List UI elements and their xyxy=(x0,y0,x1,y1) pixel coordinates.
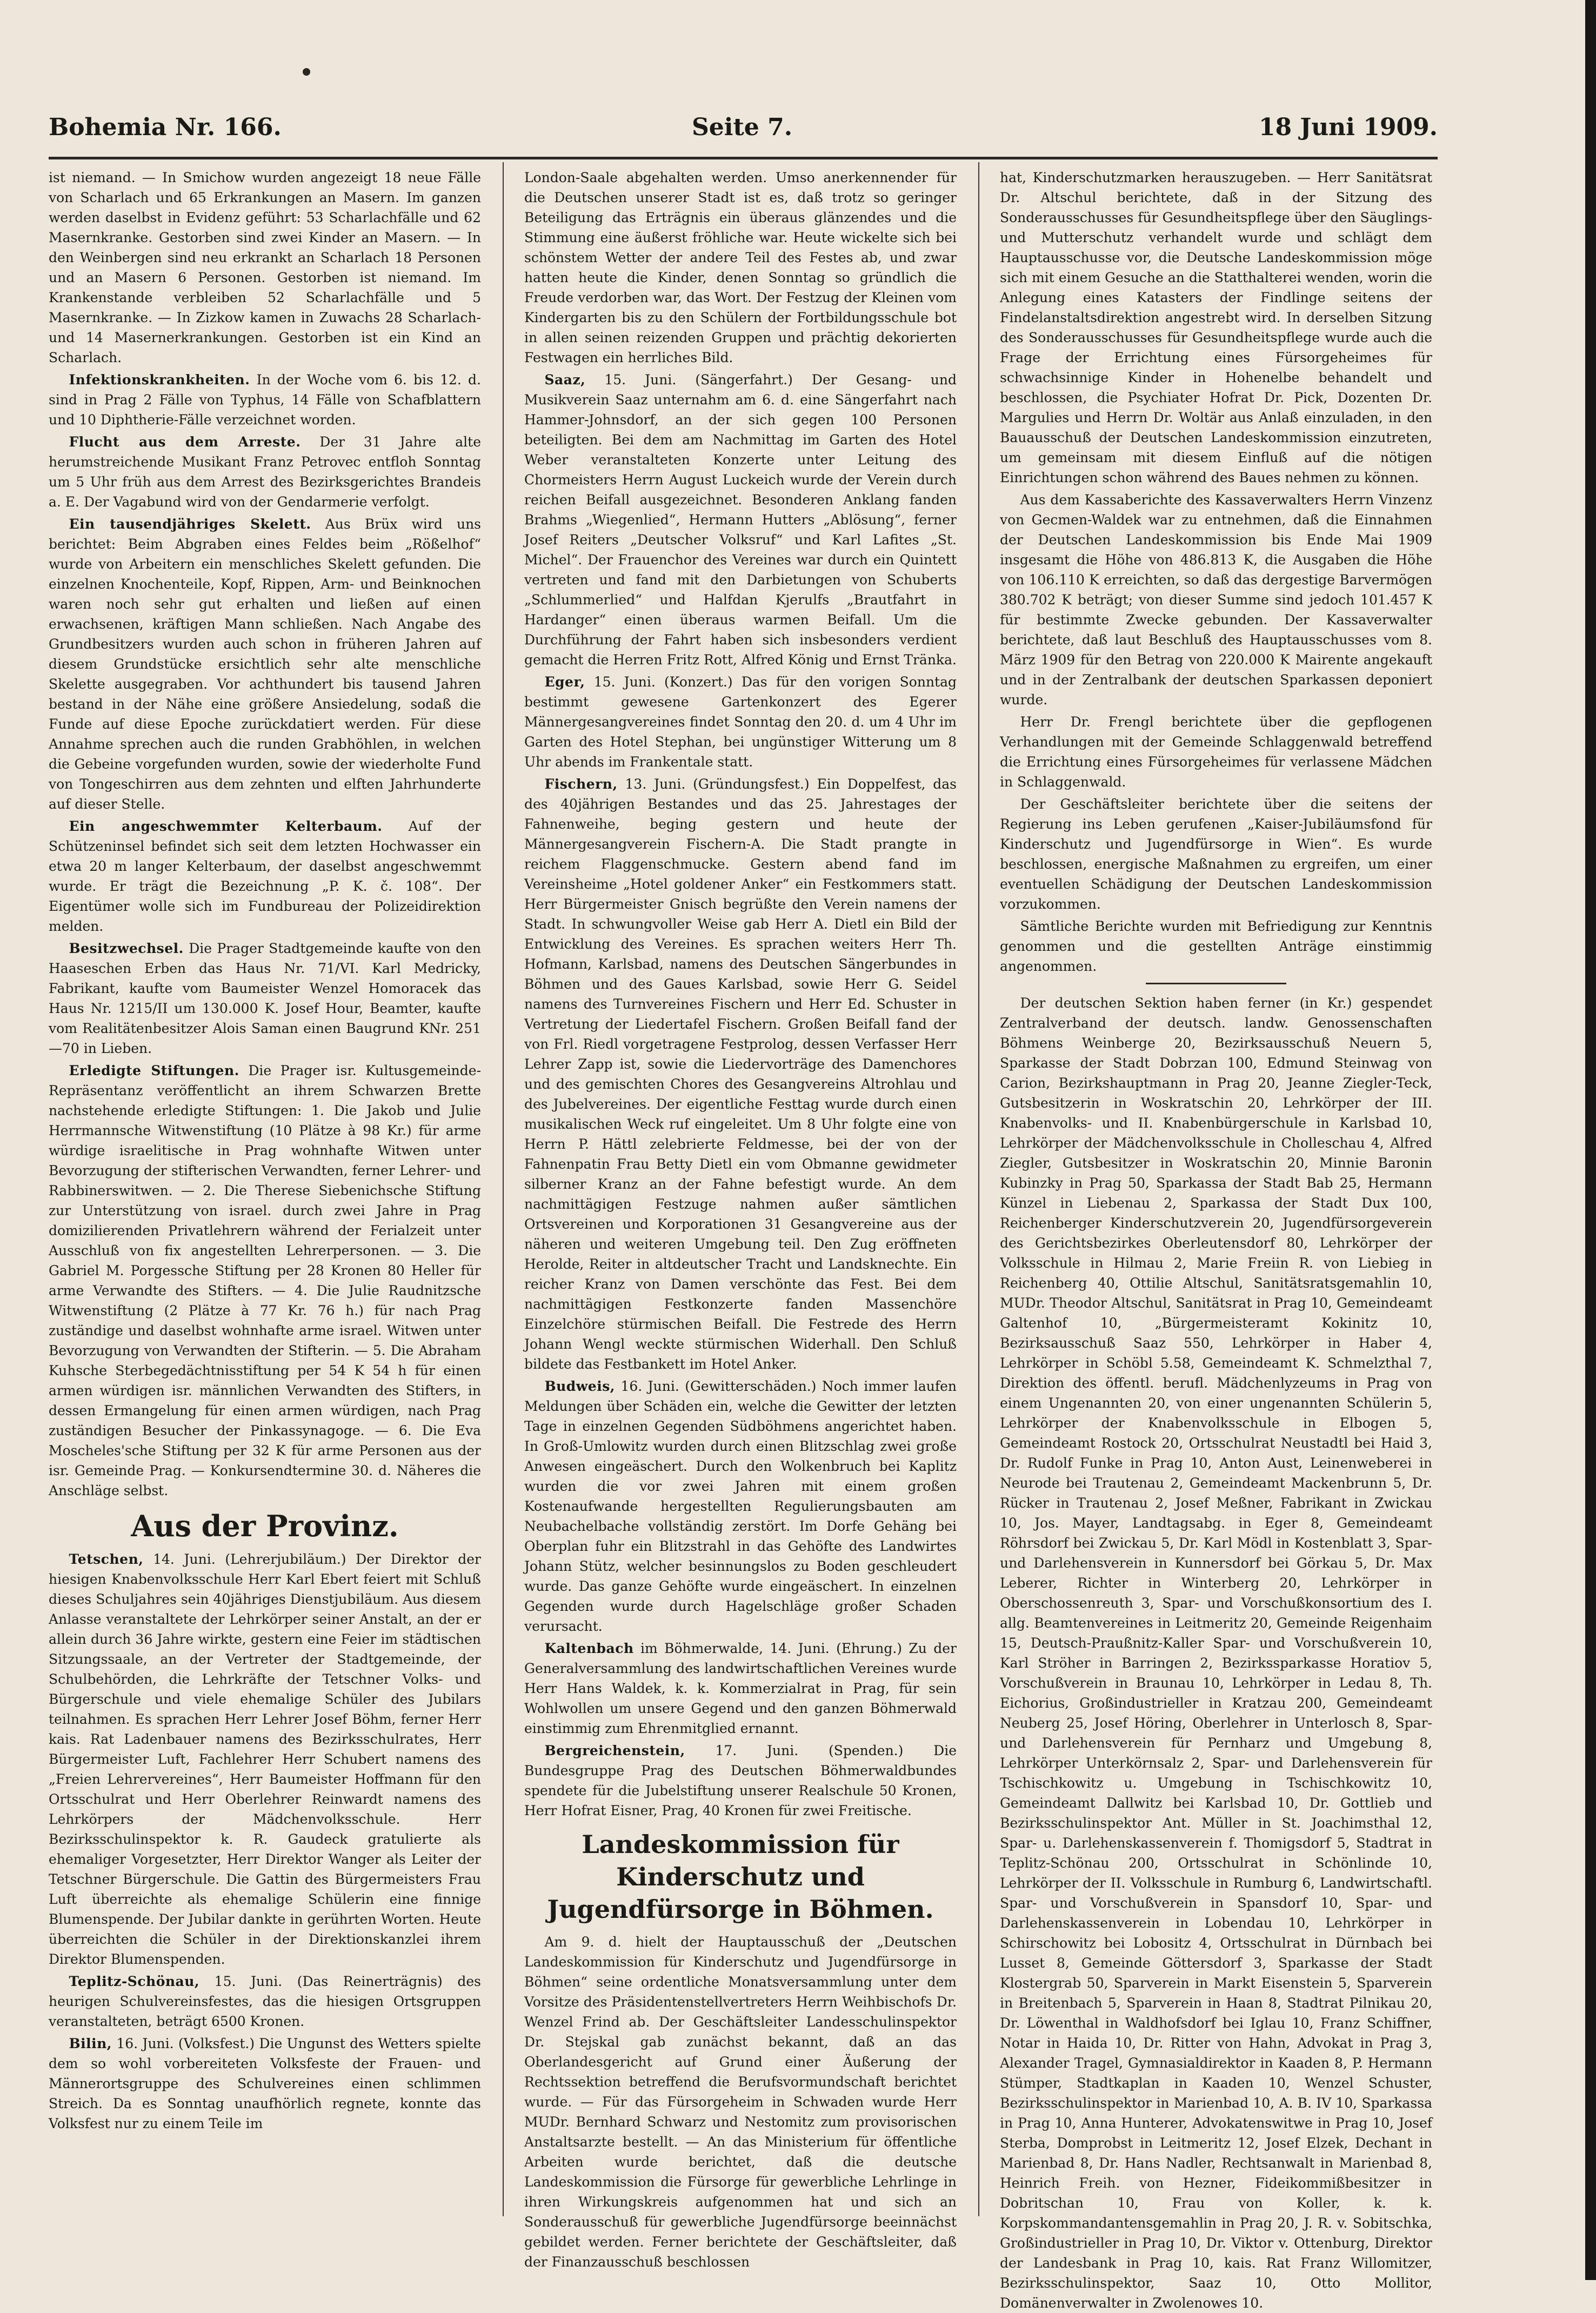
article-paragraph xyxy=(524,168,957,368)
article-headline: Budweis, xyxy=(544,1378,615,1394)
article-paragraph xyxy=(1000,490,1432,710)
article-paragraph xyxy=(524,672,957,772)
article-headline: Flucht aus dem Arreste. xyxy=(69,434,301,450)
article-text: 13. Juni. (Gründungsfest.) Ein Doppelfest, das des 40jährigen Bestandes und das 25. Jahrestages der Fahnenweihe, beging gestern und heute der Männergesangverein Fischern-A. Die Stadt prangte in reichem Flaggenschmucke. Gestern abend fand im Vereinsheime „Hotel goldener Anker“ ein Festkommers statt. Herr Bürgermeister Gnisch begrüßte den Verein namens der Stadt. In schwungvoller Weise gab Herr A. Dietl ein Bild der Entwicklung des Vereines. Es sprachen weiters Herr Th. Hofmann, Karlsbad, namens des Deutschen Sängerbundes in Böhmen und des Gaues Karlsbad, sowie Herr G. Seidel namens des Turnvereines Fischern und Herr Ed. Schuster in Vertretung der Liedertafel Fischern. Großen Beifall fand der von Frl. Riedl vorgetragene Festprolog, dessen Verfasser Herr Lehrer Zapp ist, sowie die Liedervorträge des Damenchores und des gemischten Chores des Gesangvereins Altrohlau und des Jubelvereines. Der eigentliche Festtag wurde durch einen musikalischen Weck ruf eingeleitet. Um 8 Uhr folgte eine von Herrn P. Hättl zelebrierte Feldmesse, bei der von der Fahnenpatin Frau Betty Dietl ein vom Obmanne gewidmeter silberner Kranz an der Fahne befestigt wurde. An dem nachmittägigen Festzuge nahmen außer sämtlichen Ortsvereinen und Korporationen 31 Gesangvereine aus der näheren und weiteren Umgebung teil. Den Zug eröffneten Herolde, Reiter in altdeutscher Tracht und Landsknechte. Ein reicher Kranz von Damen verschönte das Fest. Bei dem nachmittägigen Festkonzerte fanden Massenchöre Einzelchöre stürmischen Beifall. Die Festrede des Herrn Johann Wengl weckte stürmischen Widerhall. Den Schluß bildete das Festbankett im Hotel Anker. xyxy=(524,776,957,1372)
header-rule xyxy=(49,157,1438,159)
article-text: 15. Juni. (Sängerfahrt.) Der Gesang- und Musikverein Saaz unternahm am 6. d. eine Sängerfahrt nach Hammer-Johnsdorf, an der sich gegen 100 Personen beteiligten. Bei dem am Nachmittag im Garten des Hotel Weber veranstalteten Konzerte unter Leitung des Chormeisters Herrn August Luckeich wurde der Verein durch reichen Beifall ausgezeichnet. Besonderen Anklang fanden Brahms „Wiegenlied“, Hermann Hutters „Ablösung“, ferner Josef Reiters „Deutscher Volksruf“ und Karl Lafites „St. Michel“. Der Frauenchor des Vereines war durch ein Quintett vertreten und fand mit den Darbietungen von Schuberts „Schlummerlied“ und Halfdan Kjerulfs „Brautfahrt in Hardanger“ einen überaus warmen Beifall. Um die Durchführung der Fahrt haben sich insbesonders verdient gemacht die Herren Fritz Rott, Alfred König und Ernst Tränka. xyxy=(524,372,957,668)
header-date: 18 Juni 1909. xyxy=(1258,114,1438,141)
article-headline: Bergreichenstein, xyxy=(544,1743,685,1758)
article-paragraph xyxy=(524,774,957,1374)
column-rule xyxy=(503,162,504,2216)
article-paragraph xyxy=(49,432,481,512)
column-3 xyxy=(1000,168,1432,2311)
article-paragraph xyxy=(49,514,481,814)
article-text: Der 31 Jahre alte herumstreichende Musikant Franz Petrovec entfloh Sonntag um 5 Uhr früh aus dem Arrest des Bezirksgerichtes Brandeis a. E. Der Vagabund wird von der Gendarmerie verfolgt. xyxy=(49,434,481,510)
article-headline: Erledigte Stiftungen. xyxy=(69,1063,239,1078)
article-paragraph xyxy=(524,1741,957,1821)
article-paragraph xyxy=(524,1638,957,1738)
header-publication: Bohemia Nr. 166. xyxy=(49,114,282,141)
article-text: Herr Dr. Frengl berichtete über die gepflogenen Verhandlungen mit der Gemeinde Schlaggenwald betreffend die Errichtung eines Fürsorgeheimes für verlassene Mädchen in Schlaggenwald. xyxy=(1000,714,1432,790)
section-heading: Landeskommission für Kinderschutz und Jugendfürsorge in Böhmen. xyxy=(547,1830,934,1924)
newspaper-page xyxy=(49,92,1438,2311)
article-headline: Bilin, xyxy=(69,2036,112,2051)
section-divider xyxy=(1146,983,1286,984)
article-text: ist niemand. — In Smichow wurden angezeigt 18 neue Fälle von Scharlach und 65 Erkrankungen an Masern. Im ganzen werden daselbst in Evidenz geführt: 53 Scharlachfälle und 62 Masernkranke. Gestorben sind zwei Kinder an Masern. — In den Weinbergen sind neu erkrankt an Scharlach 18 Personen und an Masern 6 Personen. Gestorben ist niemand. Im Krankenstande verbleiben 52 Scharlachfälle und 5 Masernkranke. — In Zizkow kamen in Zuwachs 28 Scharlach- und 14 Masernerkrankungen. Gestorben ist ein Kind an Scharlach. xyxy=(49,170,481,365)
article-text: 17. Juni. (Spenden.) Die Bundesgruppe Prag des Deutschen Böhmerwaldbundes spendete für die Jubelstiftung unserer Realschule 50 Kronen, Herr Hofrat Eisner, Prag, 40 Kronen für zwei Freitische. xyxy=(524,1743,957,1818)
article-headline: Teplitz-Schönau, xyxy=(69,1974,200,1989)
article-text: Der deutschen Sektion haben ferner (in Kr.) gespendet Zentralverband der deutsch. landw. Genossenschaften Böhmens Weinberge 20, Bezirksausschuß Neuern 5, Sparkasse der Stadt Dobrzan 100, Edmund Steinwag von Carion, Bezirkshauptmann in Prag 20, Jeanne Ziegler-Teck, Gutsbesitzerin in Woskratschin 20, Lehrkörper der III. Knabenvolks- und II. Knabenbürgerschule in Karlsbad 10, Lehrkörper der Mädchenvolksschule in Cholleschau 4, Alfred Ziegler, Gutsbesitzer in Woskratschin 20, Minnie Baronin Kubinzky in Prag 50, Sparkassa der Stadt Bab 25, Hermann Künzel in Liebenau 2, Sparkassa der Stadt Dux 100, Reichenberger Kinderschutzverein 20, Jugendfürsorgeverein des Gerichtsbezirkes Oberleutensdorf 80, Lehrkörper der Volksschule in Hilmau 2, Marie Freiin R. von Liebieg in Reichenberg 40, Ottilie Altschul, Sanitätsratsgemahlin 10, MUDr. Theodor Altschul, Sanitätsrat in Prag 10, Gemeindeamt Galtenhof 10, „Bürgermeisteramt Kokinitz 10, Bezirksausschuß Saaz 550, Lehrkörper in Haber 4, Lehrkörper in Schöbl 5.58, Gemeindeamt K. Schmelzthal 7, Direktion des öffentl. berufl. Mädchenlyzeums in Prag von einem Ungenannten 20, von einer ungenannten Schülerin 5, Lehrkörper der Knabenvolksschule in Elbogen 5, Gemeindeamt Rostock 20, Ortsschulrat Neustadtl bei Haid 3, Dr. Rudolf Funke in Prag 10, Anton Aust, Leinenweberei in Neurode bei Trautenau 2, Gemeindeamt Mackenbrunn 5, Dr. Rücker in Trautenau 2, Josef Meßner, Fabrikant in Zwickau 10, Jos. Mayer, Landtagsabg. in Eger 8, Gemeindeamt Röhrsdorf bei Zwickau 5, Dr. Karl Mödl in Kostenblatt 3, Spar- und Darlehensverein in Kunnersdorf bei Görkau 5, Dr. Max Leberer, Richter in Winterberg 20, Lehrkörper in Oberschossenreuth 3, Spar- und Vorschußkonsortium des I. allg. Beamtenvereines in Leitmeritz 20, Gemeinde Reigenhaim 15, Deutsch-Praußnitz-Kaller Spar- und Vorschußverein 10, Karl Ströher in Barringen 2, Bezirkssparkasse Horatiov 5, Vorschußverein in Braunau 10, Lehrkörper in Ledau 8, Th. Eichorius, Großindustrieller in Kratzau 200, Gemeindeamt Neuberg 25, Josef Höring, Oberlehrer in Unterlosch 8, Spar- und Darlehensverein für Pernharz und Umgebung 8, Lehrkörper Unterkörnsalz 2, Spar- und Darlehensverein für Tschischkowitz u. Umgebung in Tschischkowitz 10, Gemeindeamt Dallwitz bei Karlsbad 10, Dr. Gottlieb und Bezirksschulinspektor Ant. Müller in St. Joachimsthal 12, Spar- u. Darlehenskassenverein f. Thomigsdorf 5, Stadtrat in Teplitz-Schönau 200, Ortsschulrat in Schönlinde 10, Lehrkörper der II. Volksschule in Rumburg 6, Landwirtschaftl. Spar- und Vorschußverein in Spansdorf 10, Spar- und Darlehenskassenverein in Lobendau 10, Lehrkörper in Schirschowitz bei Lobositz 4, Ortsschulrat in Dürnbach bei Lusset 8, Gemeinde Göttersdorf 3, Sparkasse der Stadt Klostergrab 50, Sparverein in Markt Eisenstein 5, Sparverein in Breitenbach 5, Sparverein in Haan 8, Stadtrat Pilnikau 20, Dr. Löwenthal in Waldhofsdorf bei Iglau 10, Franz Schiffner, Notar in Haida 10, Dr. Ritter von Hahn, Advokat in Prag 3, Alexander Tragel, Gymnasialdirektor in Kaaden 8, P. Hermann Stümper, Stadtkaplan in Kaaden 10, Wenzel Schuster, Bezirksschulinspektor in Marienbad 10, A. B. IV 10, Sparkassa in Prag 10, Anna Hunterer, Advokatenswitwe in Prag 10, Josef Sterba, Domprobst in Leitmeritz 12, Josef Elzek, Dechant in Marienbad 8, Dr. Hans Nadler, Rechtsanwalt in Marienbad 8, Heinrich Freih. von Hezner, Fideikommißbesitzer in Dobritschan 10, Frau von Koller, k. k. Korpskommandantensgemahlin in Prag 20, J. R. v. Sobitschka, Großindustrieller in Prag 10, Dr. Viktor v. Ottenburg, Direktor der Landesbank in Prag 10, kais. Rat Franz Willomitzer, Bezirksschulinspektor, Saaz 10, Otto Mollitor, Domänenverwalter in Zwolenowes 10. xyxy=(1000,995,1432,2311)
article-paragraph xyxy=(524,1932,957,2272)
article-paragraph xyxy=(1000,993,1432,2313)
article-paragraph xyxy=(1000,168,1432,488)
column-1 xyxy=(49,168,481,2216)
article-paragraph xyxy=(524,370,957,670)
column-2 xyxy=(524,168,957,2270)
article-text: Sämtliche Berichte wurden mit Befriedigung zur Kenntnis genommen und die gestellten Anträge einstimmig angenommen. xyxy=(1000,918,1432,974)
article-paragraph xyxy=(49,168,481,368)
article-text: 16. Juni. (Volksfest.) Die Ungunst des Wetters spielte dem so wohl vorbereiteten Volksfeste der Frauen- und Männerortsgruppe des Schulvereines einen schlimmen Streich. Da es Sonntag unaufhörlich regnete, konnte das Volksfest nur zu einem Teile im xyxy=(49,2036,481,2131)
article-paragraph xyxy=(49,1061,481,1501)
article-text: 14. Juni. (Lehrerjubiläum.) Der Direktor der hiesigen Knabenvolksschule Herr Karl Ebert feiert mit Schluß dieses Schuljahres sein 40jähriges Dienstjubiläum. Aus diesem Anlasse veranstaltete der Lehrkörper seiner Anstalt, an der er allein durch 36 Jahre wirkte, gestern eine Feier im städtischen Sitzungssaale, an der Vertreter der Stadtgemeinde, der Schulbehörden, die Lehrkräfte der Tetschner Volks- und Bürgerschule und viele ehemalige Schüler des Jubilars teilnahmen. Es sprachen Herr Lehrer Josef Böhm, ferner Herr kais. Rat Ladenbauer namens des Bezirksschulrates, Herr Bürgermeister Luft, Fachlehrer Herr Schubert namens des „Freien Lehrervereines“, Herr Baumeister Hoffmann für den Ortsschulrat und Herr Oberlehrer Reinwardt namens des Lehrkörpers der Mädchenvolksschule. Herr Bezirksschulinspektor k. R. Gaudeck gratulierte als ehemaliger Vorgesetzter, Herr Direktor Wanger als Leiter der Tetschner Bürgerschule. Die Gattin des Bürgermeisters Frau Luft überreichte als ehemalige Schülerin eine finnige Blumenspende. Der Jubilar dankte in gerührten Worten. Heute überreichten die Schüler in der Direktionskanzlei ihrem Direktor Blumenspenden. xyxy=(49,1551,481,1967)
article-text: Auf der Schützeninsel befindet sich seit dem letzten Hochwasser ein etwa 20 m langer Kelterbaum, der daselbst angeschwemmt wurde. Er trägt die Bezeichnung „P. K. č. 108“. Der Eigentümer wolle sich im Fundbureau der Polizeidirektion melden. xyxy=(49,818,481,934)
article-text: hat, Kinderschutzmarken herauszugeben. — Herr Sanitätsrat Dr. Altschul berichtete, daß in der Sitzung des Sonderausschusses für Gesundheitspflege über den Säuglings- und Mutterschutz verhandelt wurde und schlägt dem Hauptausschusse vor, die Deutsche Landeskommission möge sich mit einem Gesuche an die Statthalterei wenden, worin die Anlegung eines Katasters der Findlinge seitens der Findelanstaltsdirektion angestrebt wird. In derselben Sitzung des Sonderausschusses für Gesundheitspflege wurde auch die Frage der Errichtung eines Fürsorgeheimes für schwachsinnige Kinder in Hohenelbe behandelt und beschlossen, die Psychiater Hofrat Dr. Pick, Dozenten Dr. Margulies und Herrn Dr. Woltär aus Anlaß einzuladen, in den Bauausschuß der Deutschen Landeskommission einzutreten, um gemeinsam mit diesem Einfluß auf die nötigen Einrichtungen schon während des Baues nehmen zu können. xyxy=(1000,170,1432,485)
article-paragraph xyxy=(49,2034,481,2134)
article-headline: Ein tausendjähriges Skelett. xyxy=(69,516,311,532)
article-text: Die Prager isr. Kultusgemeinde-Repräsentanz veröffentlicht an ihrem Schwarzen Brette nachstehende erledigte Stiftungen: 1. Die Jakob und Julie Herrmannsche Witwenstiftung (10 Plätze à 98 Kr.) für arme würdige israelitische in Prag wohnhafte Witwen unter Bevorzugung der stifterischen Verwandten, ferner Lehrer- und Rabbinerswitwen. — 2. Die Therese Siebenichsche Stiftung zur Unterstützung von israel. durch zwei Jahre in Prag domizilierenden Privatlehrern während der Ferialzeit unter Ausschluß von fix angestellten Lehrerpersonen. — 3. Die Gabriel M. Porgessche Stiftung per 28 Kronen 80 Heller für arme Verwandte des Stifters. — 4. Die Julie Raudnitzsche Witwenstiftung (2 Plätze à 77 Kr. 76 h.) für nach Prag zuständige und daselbst wohnhafte arme israel. Witwen unter Bevorzugung von Verwandten der Stifterin. — 5. Die Abraham Kuhsche Sterbegedächtnisstiftung per 54 K 54 h für einen armen würdigen isr. männlichen Verwandten des Stifters, in dessen Ermangelung für einen armen würdigen, nach Prag zuständigen Besucher der Pinkassynagoge. — 6. Die Eva Moscheles'sche Stiftung per 32 K für arme Personen aus der isr. Gemeinde Prag. — Konkursendtermine 30. d. Näheres die Anschläge selbst. xyxy=(49,1063,482,1498)
column-rule xyxy=(978,162,979,2216)
article-headline: Besitzwechsel. xyxy=(69,941,184,956)
article-headline: Ein angeschwemmter Kelterbaum. xyxy=(69,818,383,834)
article-headline: Eger, xyxy=(544,674,585,690)
article-paragraph xyxy=(1000,794,1432,914)
article-text: 15. Juni. (Das Reinerträgnis) des heurigen Schulvereinsfestes, das die hiesigen Ortsgruppen veranstalteten, beträgt 6500 Kronen. xyxy=(49,1974,481,2029)
article-paragraph xyxy=(49,1549,481,1969)
page-header xyxy=(49,114,1438,151)
article-headline: Fischern, xyxy=(544,776,618,792)
article-text: 16. Juni. (Gewitterschäden.) Noch immer laufen Meldungen über Schäden ein, welche die Gewitter der letzten Tage in einzelnen Gegenden Südböhmens angerichtet haben. In Groß-Umlowitz wurden durch einen Blitzschlag zwei große Anwesen eingeäschert. Durch den Wolkenbruch bei Kaplitz wurden die vor zwei Jahren mit einem großen Kostenaufwande hergestellten Regulierungsbauten am Neubachelbache vollständig zerstört. Im Dorfe Gehäng bei Oberplan fuhr ein Blitzstrahl in das Gehöfte des Landwirtes Johann Stütz, welcher besinnungslos zu Boden geschleudert wurde. Das ganze Gehöfte wurde eingeäschert. In einzelnen Gegenden wurde durch Hagelschläge großer Schaden verursacht. xyxy=(524,1378,957,1634)
ink-spot xyxy=(303,68,310,76)
article-headline: Infektionskrankheiten. xyxy=(69,372,250,388)
article-paragraph xyxy=(1000,916,1432,976)
article-text: Der Geschäftsleiter berichtete über die seitens der Regierung ins Leben gerufenen „Kaiser-Jubiläumsfond für Kinderschutz und Jugendfürsorge in Wien“. Es wurde beschlossen, energische Maßnahmen zu ergreifen, um einer eventuellen Schädigung der Deutschen Landeskommission vorzukommen. xyxy=(1000,796,1432,912)
article-text: Die Prager Stadtgemeinde kaufte von den Haaseschen Erben das Haus Nr. 71/VI. Karl Medricky, Fabrikant, kaufte vom Baumeister Wenzel Homoracek das Haus Nr. 1215/II um 130.000 K. Josef Hour, Beamter, kaufte vom Realitätenbesitzer Alois Saman einen Baugrund KNr. 251—70 in Lieben. xyxy=(49,941,481,1056)
article-paragraph xyxy=(524,1376,957,1636)
article-paragraph xyxy=(1000,712,1432,792)
article-headline: Tetschen, xyxy=(69,1551,144,1567)
page-binding-edge xyxy=(1585,0,1596,2280)
article-paragraph xyxy=(49,370,481,430)
section-heading: Aus der Provinz. xyxy=(131,1509,399,1543)
article-text: im Böhmerwalde, 14. Juni. (Ehrung.) Zu der Generalversammlung des landwirtschaftlichen Vereines wurde Herr Hans Waldek, k. k. Kommerzialrat in Prag, für sein Wohlwollen um unsere Gegend und den ganzen Böhmerwald einstimmig zum Ehrenmitglied ernannt. xyxy=(524,1641,957,1736)
article-text: 15. Juni. (Konzert.) Das für den vorigen Sonntag bestimmt gewesene Gartenkonzert des Egerer Männergesangvereines findet Sonntag den 20. d. um 4 Uhr im Garten des Hotel Stephan, bei ungünstiger Witterung um 8 Uhr abends im Frankentale statt. xyxy=(524,674,957,770)
article-paragraph xyxy=(49,816,481,936)
article-paragraph xyxy=(49,1971,481,2031)
article-text: In der Woche vom 6. bis 12. d. sind in Prag 2 Fälle von Typhus, 14 Fälle von Schafblattern und 10 Diphtherie-Fälle verzeichnet worden. xyxy=(49,372,481,428)
article-text: London-Saale abgehalten werden. Umso anerkennender für die Deutschen unserer Stadt ist es, daß trotz so geringer Beteiligung das Erträgnis ein überaus glänzendes und die Stimmung eine äußerst fröhliche war. Heute wickelte sich bei schönstem Wetter der andere Teil des Festes ab, und zwar hatten heute die Kinder, denen Sonntag so gründlich die Freude verdorben war, das Wort. Der Festzug der Kleinen vom Kindergarten bis zu den Schülern der Fortbildungsschule bot in allen seinen reizenden Gruppen und prächtig dekorierten Festwagen ein herrliches Bild. xyxy=(524,170,957,365)
article-headline: Kaltenbach xyxy=(544,1641,634,1656)
article-text: Am 9. d. hielt der Hauptausschuß der „Deutschen Landeskommission für Kinderschutz und Jugendfürsorge in Böhmen“ seine ordentliche Monatsversammlung unter dem Vorsitze des Präsidentenstellvertreters Herrn Weihbischofs Dr. Wenzel Frind ab. Der Geschäftsleiter Landesschulinspektor Dr. Stejskal gab zunächst bekannt, daß an das Oberlandesgericht auf Grund einer Äußerung der Rechtssektion betreffend die Berufsvormundschaft berichtet wurde. — Für das Fürsorgeheim in Schwaden wurde Herr MUDr. Bernhard Schwarz und Nestomitz zum provisorischen Anstaltsarzte bestellt. — An das Ministerium für öffentliche Arbeiten wurde berichtet, daß die deutsche Landeskommission die Fürsorge für gewerbliche Lehrlinge in ihren Wirkungskreis aufgenommen hat und sich an Sonderausschuß für gewerbliche Jugendfürsorge beeinnächst gebildet werden. Ferner berichtete der Geschäftsleiter, daß der Finanzausschuß beschlossen xyxy=(524,1934,957,2270)
article-text: Aus dem Kassaberichte des Kassaverwalters Herrn Vinzenz von Gecmen-Waldek war zu entnehmen, daß die Einnahmen der Deutschen Landeskommission bis Ende Mai 1909 insgesamt die Höhe von 486.813 K, die Ausgaben die Höhe von 106.110 K erreichten, so daß das dergestige Barvermögen 380.702 K beträgt; von dieser Summe sind jedoch 101.457 K für bestimmte Zwecke gebunden. Der Kassaverwalter berichtete, daß laut Beschluß des Hauptausschusses vom 8. März 1909 für den Betrag von 220.000 K Mairente angekauft und in der Zentralbank der deutschen Sparkassen deponiert wurde. xyxy=(1000,492,1432,708)
header-page-number: Seite 7. xyxy=(692,114,793,141)
article-text: Aus Brüx wird uns berichtet: Beim Abgraben eines Feldes beim „Rößelhof“ wurde von Arbeitern ein menschliches Skelett gefunden. Die einzelnen Knochenteile, Kopf, Rippen, Arm- und Beinknochen waren noch sehr gut erhalten und ließen auf einen erwachsenen, kräftigen Mann schließen. Nach Angabe des Grundbesitzers wurden auch schon in früheren Jahren auf diesem Grundstücke ersichtlich sehr alte menschliche Skelette ausgegraben. Vor achthundert bis tausend Jahren bestand in der Nähe eine größere Ansiedelung, sodaß die Funde auf diese Epoche zurückdatiert werden. Für diese Annahme sprechen auch die runden Grabhöhlen, in welchen die Gebeine vorgefunden wurden, sowie der wiederholte Fund von Tongeschirren aus dem zehnten und elften Jahrhunderte auf dieser Stelle. xyxy=(49,516,482,812)
article-headline: Saaz, xyxy=(544,372,586,388)
article-paragraph xyxy=(49,938,481,1058)
